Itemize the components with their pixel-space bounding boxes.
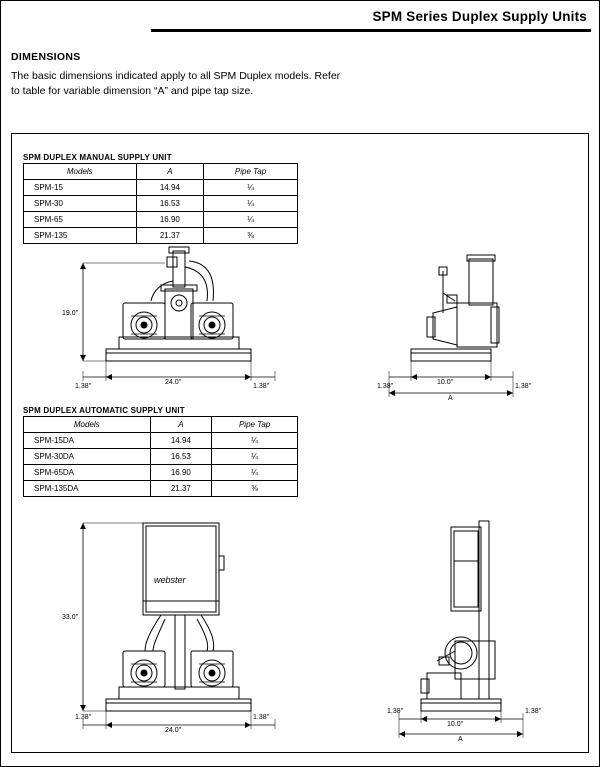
- cell-tap: ¼: [212, 433, 298, 449]
- manual-dimensions-table: [23, 163, 298, 244]
- page-header: [1, 7, 600, 35]
- table-row: [24, 465, 298, 481]
- col-pipe-tap: Pipe Tap: [212, 417, 298, 433]
- manual-side-overall-label: A: [448, 395, 453, 401]
- cell-a: 16.53: [150, 449, 212, 465]
- manual-front-left-offset-label: 1.38": [75, 383, 92, 390]
- cell-model: SPM-135: [24, 228, 137, 244]
- table-row: [24, 433, 298, 449]
- cell-model: SPM-15: [24, 180, 137, 196]
- table-row: [24, 180, 298, 196]
- table-row: [24, 212, 298, 228]
- cell-model: SPM-30: [24, 196, 137, 212]
- manual-front-width-label: 24.0": [165, 379, 182, 386]
- automatic-front-left-offset-label: 1.38": [75, 714, 92, 721]
- cell-a: 21.37: [136, 228, 204, 244]
- manual-table-caption: SPM DUPLEX MANUAL SUPPLY UNIT: [23, 153, 172, 162]
- header-divider: [151, 29, 591, 32]
- section-heading: DIMENSIONS: [11, 51, 81, 63]
- manual-front-height-label: 19.0": [62, 310, 79, 317]
- automatic-front-view-drawing: [61, 501, 321, 736]
- cell-a: 16.90: [136, 212, 204, 228]
- table-header-row: [24, 164, 298, 180]
- col-a: A: [136, 164, 204, 180]
- manual-side-width-label: 10.0": [437, 379, 454, 386]
- manual-side-right-offset-label: 1.38": [515, 383, 532, 390]
- automatic-table-caption: SPM DUPLEX AUTOMATIC SUPPLY UNIT: [23, 406, 185, 415]
- cell-tap: ¼: [204, 180, 298, 196]
- cell-model: SPM-30DA: [24, 449, 151, 465]
- automatic-side-left-offset-label: 1.38": [387, 708, 404, 715]
- cell-model: SPM-65: [24, 212, 137, 228]
- automatic-front-width-label: 24.0": [165, 727, 182, 734]
- manual-side-view-drawing: [371, 241, 561, 401]
- automatic-side-overall-label: A: [458, 736, 463, 741]
- cell-a: 14.94: [150, 433, 212, 449]
- col-pipe-tap: Pipe Tap: [204, 164, 298, 180]
- table-row: [24, 449, 298, 465]
- cell-a: 16.53: [136, 196, 204, 212]
- cell-a: 16.90: [150, 465, 212, 481]
- table-header-row: [24, 417, 298, 433]
- col-a: A: [150, 417, 212, 433]
- cell-a: 21.37: [150, 481, 212, 497]
- manual-front-right-offset-label: 1.38": [253, 383, 270, 390]
- automatic-brand-label: webster: [154, 575, 186, 585]
- table-row: [24, 481, 298, 497]
- cell-a: 14.94: [136, 180, 204, 196]
- manual-front-view-drawing: [61, 241, 311, 391]
- col-models: Models: [24, 164, 137, 180]
- automatic-front-height-label: 33.0": [62, 614, 79, 621]
- col-models: Models: [24, 417, 151, 433]
- cell-tap: ¼: [204, 212, 298, 228]
- cell-model: SPM-15DA: [24, 433, 151, 449]
- page-title: SPM Series Duplex Supply Units: [372, 9, 587, 24]
- automatic-side-view-drawing: [381, 501, 571, 741]
- automatic-dimensions-table: [23, 416, 298, 497]
- cell-tap: ⅜: [212, 481, 298, 497]
- automatic-side-width-label: 10.0": [447, 721, 464, 728]
- cell-tap: ¼: [204, 196, 298, 212]
- table-row: [24, 196, 298, 212]
- cell-tap: ¼: [212, 465, 298, 481]
- automatic-side-right-offset-label: 1.38": [525, 708, 542, 715]
- cell-model: SPM-135DA: [24, 481, 151, 497]
- cell-model: SPM-65DA: [24, 465, 151, 481]
- section-body-text: The basic dimensions indicated apply to all SPM Duplex models. Refer to table for variable dimension “A” and pipe tap size.: [11, 70, 341, 97]
- cell-tap: ⅜: [204, 228, 298, 244]
- cell-tap: ¼: [212, 449, 298, 465]
- manual-side-left-offset-label: 1.38": [377, 383, 394, 390]
- automatic-front-right-offset-label: 1.38": [253, 714, 270, 721]
